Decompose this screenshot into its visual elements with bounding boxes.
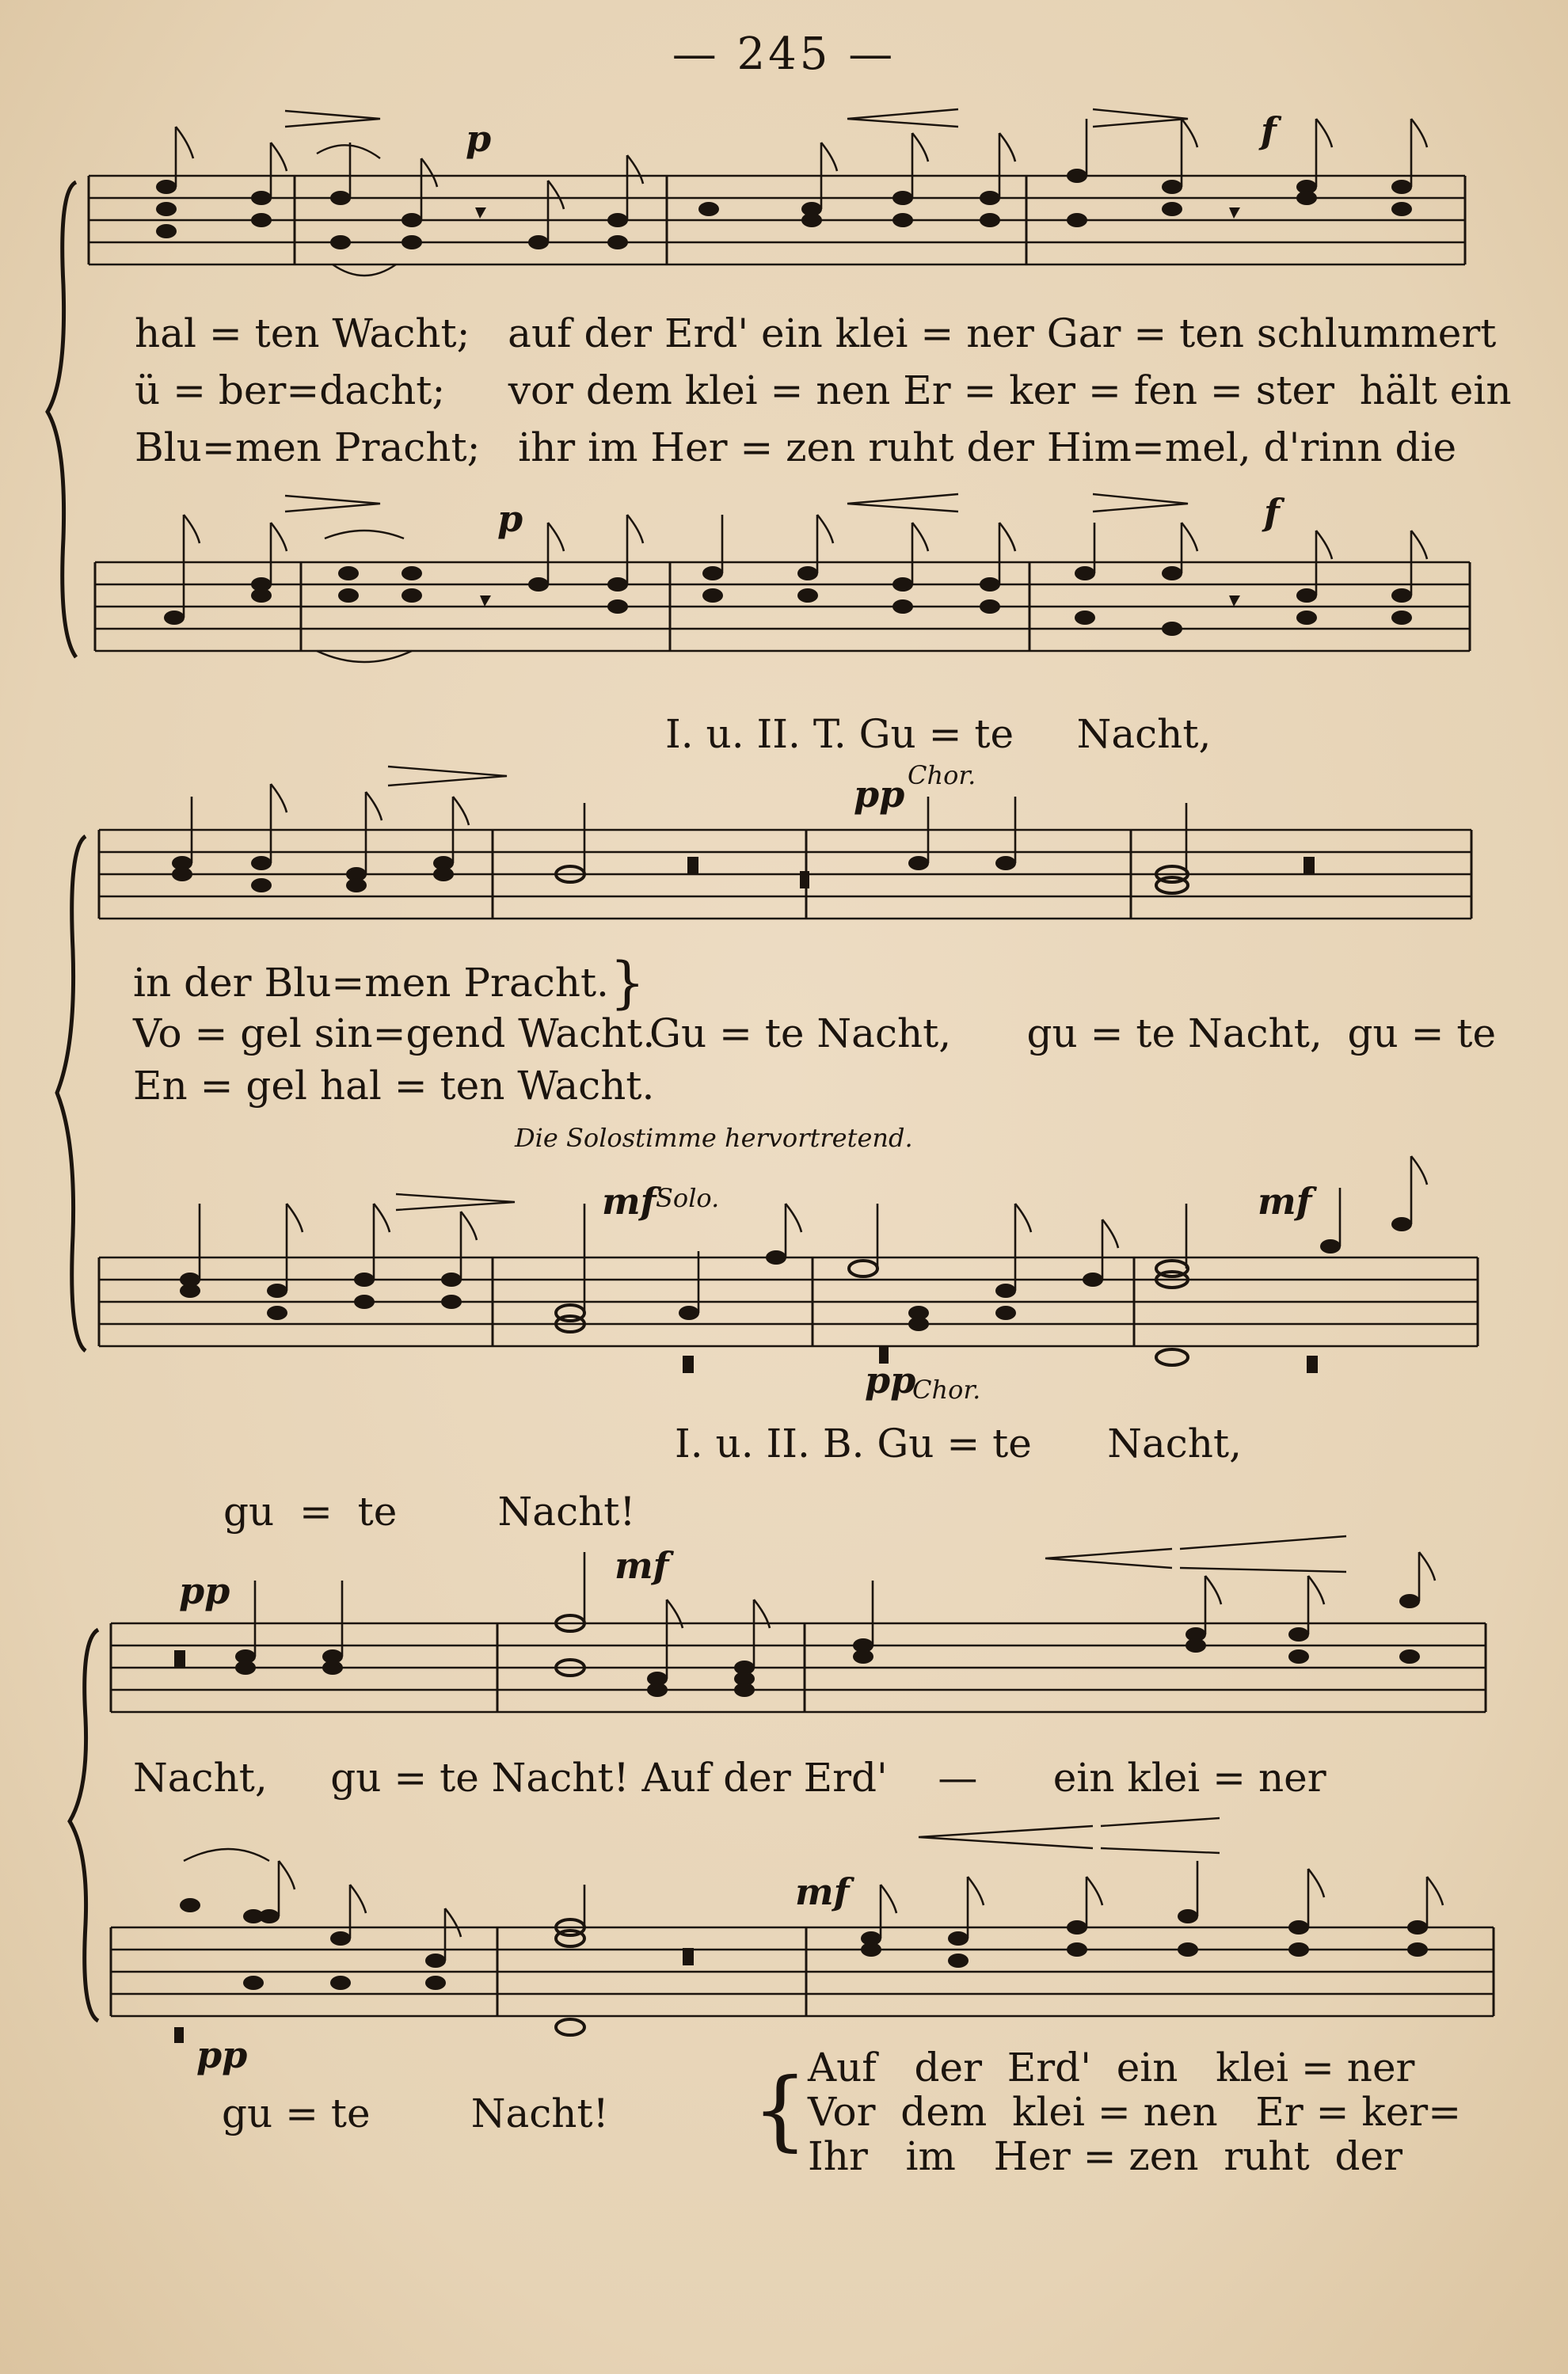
verse-line-1: Auf der Erd' ein klei = ner [808,2045,1415,2091]
lyric-verse-2: ü = ber=dacht; vor dem klei = nen Er = ker = fen = ster hält ein [135,367,1512,413]
dynamic-pp-lower: pp [196,2033,248,2076]
lyric-verse-3: Blu=men Pracht; ihr im Her = zen ruht der Him=mel, d'rinn die [135,424,1457,470]
dynamic-piano: p [466,117,492,160]
lyric-3: Nacht, gu = te Nacht! Auf der Erd' — ein klei = ner [133,1755,1326,1801]
verse-line-2: Vor dem klei = nen Er = ker= [808,2089,1462,2135]
dynamic-pp-chor: pp [865,1359,916,1402]
verse-line-3: Ihr im Her = zen ruht der [808,2133,1403,2179]
bass-text: gu = te Nacht! [222,2091,609,2136]
lyric-verse-1: hal = ten Wacht; auf der Erd' ein klei = ner Gar = ten schlummert [135,310,1497,356]
bass-cue: I. u. II. B. Gu = te Nacht, [675,1421,1242,1467]
dynamic-forte-lower: f [1264,491,1280,534]
tenor-cue: I. u. II. T. Gu = te Nacht, [665,711,1212,757]
dynamic-mf-lower: mf [795,1870,850,1913]
dynamic-pp-3: pp [179,1569,230,1612]
chorus-text: Gu = te Nacht, gu = te Nacht, gu = te [649,1010,1497,1056]
lyric-2-verse-2: Vo = gel sin=gend Wacht. [133,1010,656,1056]
dynamic-mf-solo: mf [602,1180,657,1223]
dynamic-pianissimo: pp [854,773,905,816]
verse-brace: { [752,2059,808,2160]
lyric-2-verse-1: in der Blu=men Pracht. [133,960,609,1006]
lyric-brace: } [610,950,645,1015]
dynamic-piano-lower: p [497,497,523,540]
direction-chor: Chor. [908,760,976,790]
staff-3b [111,1927,1494,2016]
dynamic-mf-3: mf [615,1544,669,1587]
page-number: — 245 — [672,29,896,80]
direction-chor-2: Chor. [912,1375,981,1405]
staff-2b [99,1257,1478,1346]
dynamic-mf-2: mf [1258,1180,1312,1223]
direction-solo: Solo. [656,1183,720,1213]
staff-3a [111,1623,1486,1712]
direction-solo-voice: Die Solostimme hervortretend. [515,1123,913,1153]
pre-text: gu = te Nacht! [223,1489,636,1535]
lyric-2-verse-3: En = gel hal = ten Wacht. [133,1063,655,1109]
dynamic-forte: f [1261,109,1277,152]
staff-2a [99,830,1471,919]
